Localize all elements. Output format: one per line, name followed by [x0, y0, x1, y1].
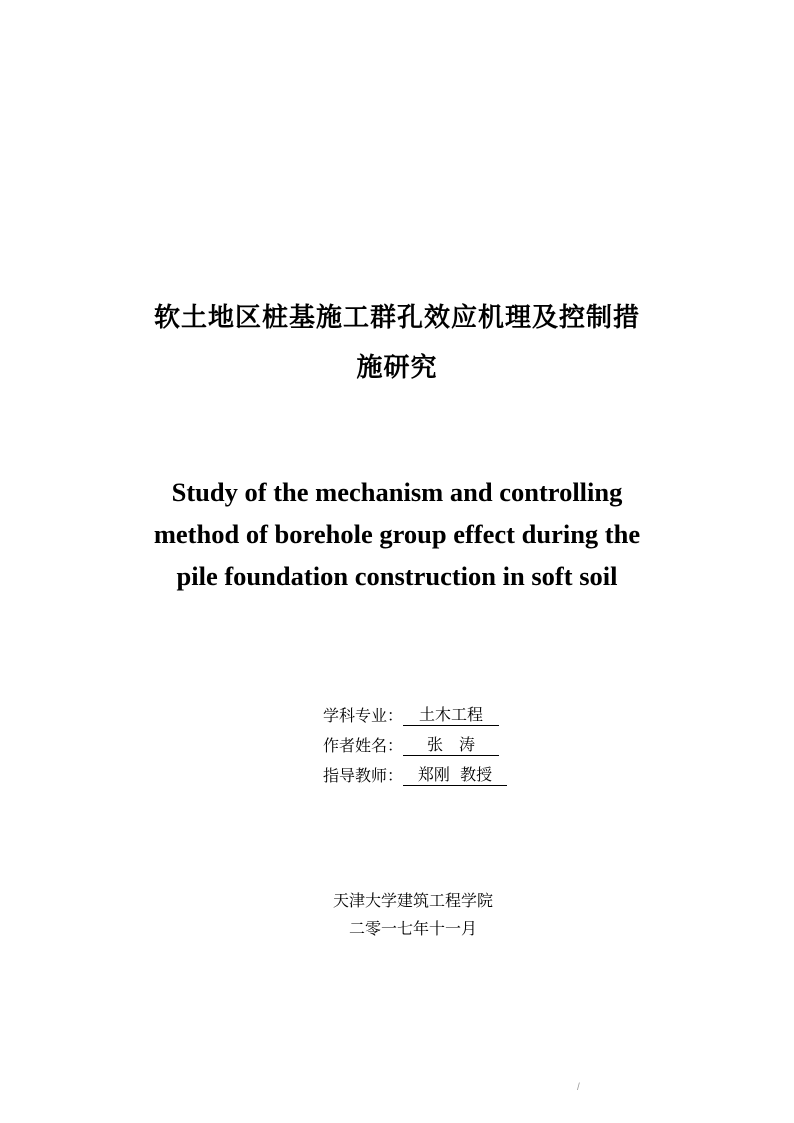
submission-date: 二零一七年十一月 [348, 919, 477, 938]
author-row [323, 735, 499, 757]
author-value: 张 涛 [403, 735, 499, 756]
english-title-line-1: Study of the mechanism and controlling [171, 477, 623, 507]
major-row [323, 705, 499, 727]
advisor-label: 指导教师： [323, 766, 404, 785]
major-label: 学科专业： [323, 706, 404, 725]
page-mark: / [577, 1082, 580, 1093]
english-title-line-2: method of borehole group effect during the [153, 519, 641, 549]
advisor-value: 郑刚 教授 [403, 765, 507, 786]
advisor-row [323, 765, 507, 787]
major-value: 土木工程 [403, 705, 499, 726]
english-title-line-3: pile foundation construction in soft soil [176, 561, 618, 591]
chinese-title-line-1: 软土地区桩基施工群孔效应机理及控制措 [153, 303, 640, 333]
chinese-title-line-2: 施研究 [356, 353, 438, 383]
institution-name: 天津大学建筑工程学院 [332, 891, 493, 910]
author-label: 作者姓名： [323, 736, 404, 755]
